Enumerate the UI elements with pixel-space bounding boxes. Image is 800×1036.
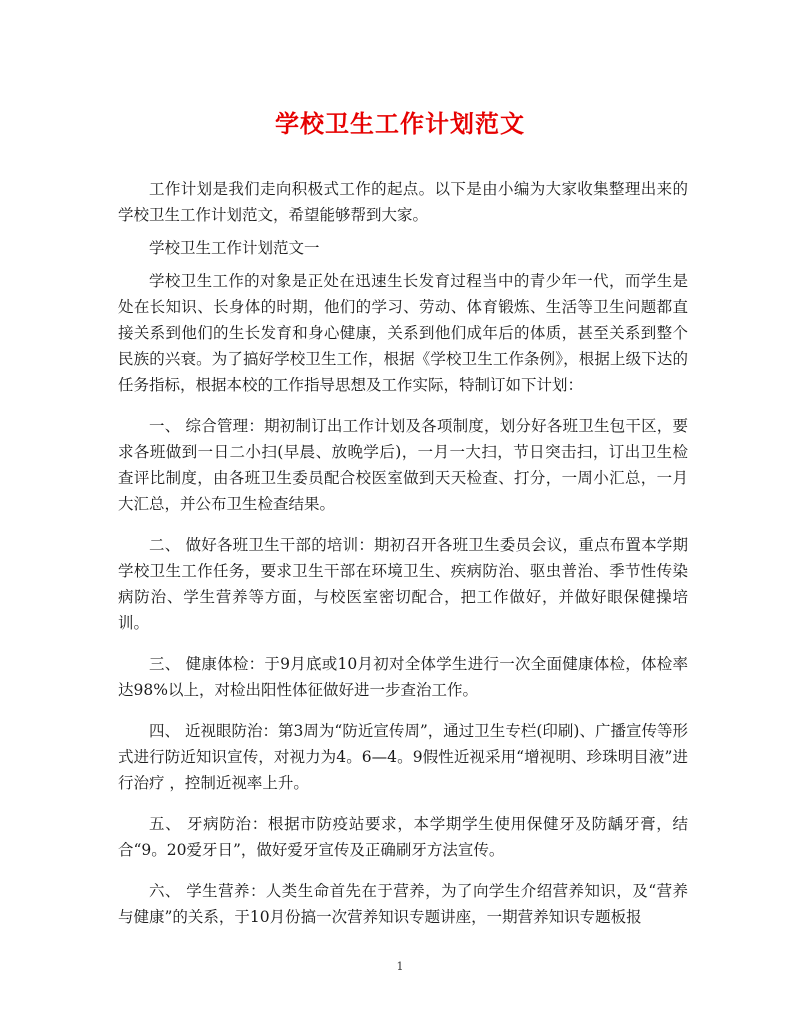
plan-item-5: 五、 牙病防治：根据市防疫站要求，本学期学生使用保健牙及防龋牙膏，结合“9。20爱牙日”，做好爱牙宣传及正确刷牙方法宣传。 (118, 815, 688, 859)
page-number: 1 (396, 960, 404, 973)
document-body (118, 176, 688, 937)
intro-paragraph: 工作计划是我们走向积极式工作的起点。以下是由小编为大家收集整理出来的学校卫生工作计划范文，希望能够帮到大家。 (118, 180, 688, 224)
plan-item-2: 二、 做好各班卫生干部的培训：期初召开各班卫生委员会议，重点布置本学期学校卫生工作任务，要求卫生干部在环境卫生、疾病防治、驱虫普治、季节性传染病防治、学生营养等方面，与校医室密切配合，把工作做好，并做好眼保健操培训。 (118, 536, 688, 632)
body-paragraph: 学校卫生工作的对象是正处在迅速生长发育过程当中的青少年一代，而学生是处在长知识、长身体的时期，他们的学习、劳动、体育锻炼、生活等卫生问题都直接关系到他们的生长发育和身心健康，关系到他们成年后的体质，甚至关系到整个民族的兴衰。为了搞好学校卫生工作，根据《学校卫生工作条例》，根据上级下达的任务指标，根据本校的工作指导思想及工作实际，特制订如下计划： (118, 272, 688, 394)
plan-item-1: 一、 综合管理：期初制订出工作计划及各项制度，划分好各班卫生包干区，要求各班做到一日二小扫(早晨、放晚学后)，一月一大扫，节日突击扫，订出卫生检查评比制度，由各班卫生委员配合校医室做到天天检查、打分，一周小汇总，一月大汇总，并公布卫生检查结果。 (118, 417, 688, 513)
page-title: 学校卫生工作计划范文 (275, 109, 525, 138)
plan-item-6: 六、 学生营养：人类生命首先在于营养，为了向学生介绍营养知识，及“营养与健康”的关系，于10月份搞一次营养知识专题讲座，一期营养知识专题板报 (118, 882, 688, 926)
plan-item-4: 四、 近视眼防治：第3周为“防近宣传周”，通过卫生专栏(印刷)、广播宣传等形式进行防近知识宣传，对视力为4。6—4。9假性近视采用“增视明、珍珠明目液”进行治疗 ，控制近视率上升。 (118, 722, 689, 792)
plan-item-3: 三、 健康体检：于9月底或10月初对全体学生进行一次全面健康体检，体检率达98%以上，对检出阳性体征做好进一步查治工作。 (118, 655, 688, 699)
section-heading: 学校卫生工作计划范文一 (149, 239, 320, 257)
